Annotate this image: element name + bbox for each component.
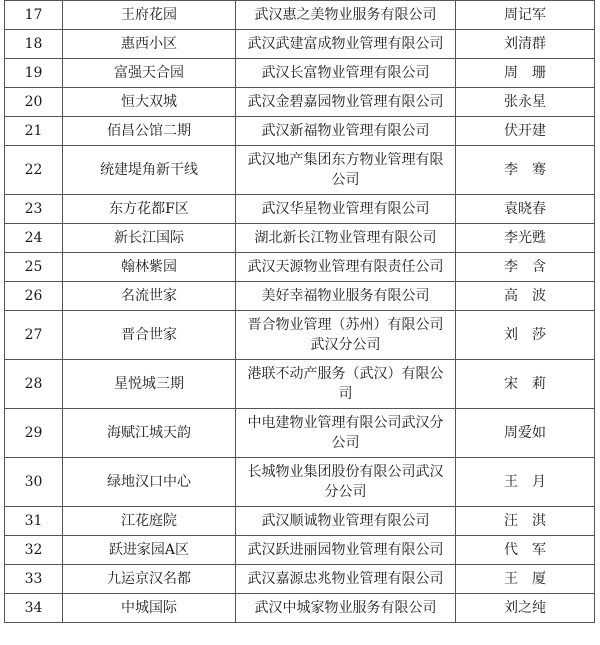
table-row: [5, 507, 595, 536]
contact-person: 周记军: [456, 1, 595, 30]
community-name: 佰昌公馆二期: [63, 117, 236, 146]
row-number: 25: [5, 253, 63, 282]
community-name: 惠西小区: [63, 30, 236, 59]
community-name: 东方花都F区: [63, 195, 236, 224]
row-number: 27: [5, 311, 63, 360]
contact-person: 刘之纯: [456, 594, 595, 623]
table-row: [5, 458, 595, 507]
management-company: 武汉天源物业管理有限责任公司: [236, 253, 456, 282]
management-company: 武汉武建富成物业管理有限公司: [236, 30, 456, 59]
management-company: 长城物业集团股份有限公司武汉分公司: [236, 458, 456, 507]
management-company: 武汉金碧嘉园物业管理有限公司: [236, 88, 456, 117]
table-row: [5, 311, 595, 360]
table-row: [5, 360, 595, 409]
row-number: 17: [5, 1, 63, 30]
community-name: 翰林紫园: [63, 253, 236, 282]
community-name: 跃进家园A区: [63, 536, 236, 565]
management-company: 湖北新长江物业管理有限公司: [236, 224, 456, 253]
community-name: 中城国际: [63, 594, 236, 623]
community-name: 绿地汉口中心: [63, 458, 236, 507]
row-number: 30: [5, 458, 63, 507]
management-company: 晋合物业管理（苏州）有限公司武汉分公司: [236, 311, 456, 360]
row-number: 23: [5, 195, 63, 224]
row-number: 24: [5, 224, 63, 253]
table-row: [5, 536, 595, 565]
management-company: 武汉嘉源忠兆物业管理有限公司: [236, 565, 456, 594]
table-row: [5, 1, 595, 30]
community-name: 晋合世家: [63, 311, 236, 360]
table-row: [5, 224, 595, 253]
row-number: 18: [5, 30, 63, 59]
row-number: 31: [5, 507, 63, 536]
community-name: 富强天合园: [63, 59, 236, 88]
management-company: 武汉惠之美物业服务有限公司: [236, 1, 456, 30]
management-company: 武汉顺诚物业管理有限公司: [236, 507, 456, 536]
row-number: 21: [5, 117, 63, 146]
table-row: [5, 409, 595, 458]
row-number: 32: [5, 536, 63, 565]
management-company: 武汉地产集团东方物业管理有限公司: [236, 146, 456, 195]
table-row: [5, 195, 595, 224]
community-name: 王府花园: [63, 1, 236, 30]
contact-person: 伏开建: [456, 117, 595, 146]
community-name: 新长江国际: [63, 224, 236, 253]
management-company: 美好幸福物业服务有限公司: [236, 282, 456, 311]
community-name: 统建堤角新干线: [63, 146, 236, 195]
community-name: 九运京汉名都: [63, 565, 236, 594]
contact-person: 周爱如: [456, 409, 595, 458]
contact-person: 宋 莉: [456, 360, 595, 409]
community-name: 名流世家: [63, 282, 236, 311]
management-company: 武汉新福物业管理有限公司: [236, 117, 456, 146]
table-row: [5, 59, 595, 88]
row-number: 20: [5, 88, 63, 117]
contact-person: 代 军: [456, 536, 595, 565]
row-number: 28: [5, 360, 63, 409]
contact-person: 刘清群: [456, 30, 595, 59]
row-number: 33: [5, 565, 63, 594]
row-number: 19: [5, 59, 63, 88]
contact-person: 高 波: [456, 282, 595, 311]
contact-person: 李 骞: [456, 146, 595, 195]
management-company: 中电建物业管理有限公司武汉分公司: [236, 409, 456, 458]
row-number: 26: [5, 282, 63, 311]
table-row: [5, 146, 595, 195]
contact-person: 王 月: [456, 458, 595, 507]
table-row: [5, 117, 595, 146]
property-management-table: [4, 0, 595, 623]
table-row: [5, 565, 595, 594]
community-name: 海赋江城天韵: [63, 409, 236, 458]
community-name: 恒大双城: [63, 88, 236, 117]
contact-person: 刘 莎: [456, 311, 595, 360]
table-row: [5, 88, 595, 117]
contact-person: 张永星: [456, 88, 595, 117]
community-name: 星悦城三期: [63, 360, 236, 409]
row-number: 22: [5, 146, 63, 195]
management-company: 武汉跃进丽园物业管理有限公司: [236, 536, 456, 565]
contact-person: 王 厦: [456, 565, 595, 594]
community-name: 江花庭院: [63, 507, 236, 536]
table-row: [5, 253, 595, 282]
management-company: 港联不动产服务（武汉）有限公司: [236, 360, 456, 409]
contact-person: 周 珊: [456, 59, 595, 88]
table-row: [5, 282, 595, 311]
row-number: 34: [5, 594, 63, 623]
contact-person: 汪 淇: [456, 507, 595, 536]
contact-person: 李 含: [456, 253, 595, 282]
management-company: 武汉中城家物业服务有限公司: [236, 594, 456, 623]
row-number: 29: [5, 409, 63, 458]
table-row: [5, 30, 595, 59]
contact-person: 李光甦: [456, 224, 595, 253]
management-company: 武汉华星物业管理有限公司: [236, 195, 456, 224]
table-row: [5, 594, 595, 623]
contact-person: 袁晓春: [456, 195, 595, 224]
management-company: 武汉长富物业管理有限公司: [236, 59, 456, 88]
